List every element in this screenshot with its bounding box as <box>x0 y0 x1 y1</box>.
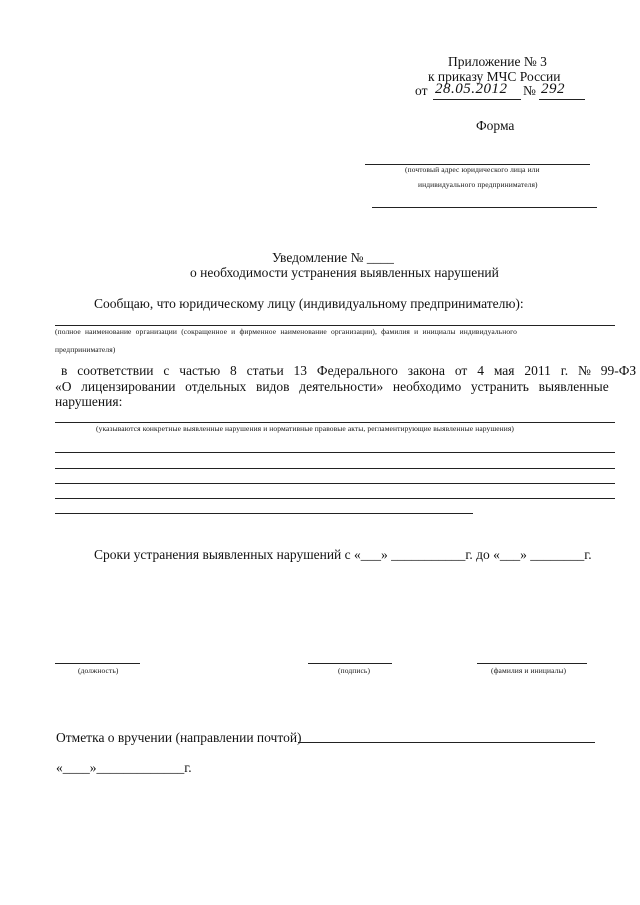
law-text-line-1: в соответствии с частью 8 статьи 13 Федерального закона от 4 мая 2011 г. № 99-ФЗ <box>61 363 637 378</box>
signature-line <box>308 663 392 664</box>
signature-caption: (подпись) <box>338 666 371 675</box>
from-label: от <box>415 83 428 98</box>
address-line-2 <box>372 207 597 208</box>
delivery-date: «____»_____________г. <box>56 760 192 775</box>
notification-title: Уведомление № ____ <box>272 250 394 265</box>
delivery-line <box>298 742 595 743</box>
date-underline <box>433 99 521 100</box>
violations-line-3 <box>55 468 615 469</box>
form-label: Форма <box>476 118 515 133</box>
handwritten-number: 292 <box>541 81 565 97</box>
name-line <box>477 663 587 664</box>
number-underline <box>539 99 585 100</box>
law-text-line-2: «О лицензировании отдельных видов деятельности» необходимо устранить выявленные <box>55 379 609 394</box>
notification-subtitle: о необходимости устранения выявленных нарушений <box>190 265 499 280</box>
name-caption: (фамилия и инициалы) <box>491 666 567 675</box>
law-text-line-3: нарушения: <box>55 394 123 409</box>
number-label: № <box>523 83 536 98</box>
violations-line-4 <box>55 483 615 484</box>
org-name-line <box>55 325 615 326</box>
org-caption-line-1: (полное наименование организации (сокращенное и фирменное наименование организации), фамилия и инициалы индивидуального <box>55 327 518 336</box>
intro-text: Сообщаю, что юридическому лицу (индивидуальному предпринимателю): <box>94 296 524 311</box>
violations-line-6 <box>55 513 473 514</box>
deadline-text: Сроки устранения выявленных нарушений с «___» ___________г. до «___» ________г. <box>94 547 592 562</box>
violations-line-2 <box>55 452 615 453</box>
address-caption-2: индивидуального предпринимателя) <box>418 180 538 189</box>
position-line <box>55 663 140 664</box>
violations-caption: (указываются конкретные выявленные нарушения и нормативные правовые акты, регламентирующие выявленные нарушения) <box>96 424 515 433</box>
violations-line-1 <box>55 422 615 423</box>
address-caption-1: (почтовый адрес юридического лица или <box>405 165 540 174</box>
delivery-label: Отметка о вручении (направлении почтой) <box>56 730 302 745</box>
order-date-row <box>415 83 605 103</box>
handwritten-date: 28.05.2012 <box>435 81 508 97</box>
order-label: к приказу МЧС России <box>428 69 561 84</box>
appendix-label: Приложение № 3 <box>448 54 547 69</box>
violations-line-5 <box>55 498 615 499</box>
position-caption: (должность) <box>78 666 119 675</box>
org-caption-line-2: предпринимателя) <box>55 345 116 354</box>
